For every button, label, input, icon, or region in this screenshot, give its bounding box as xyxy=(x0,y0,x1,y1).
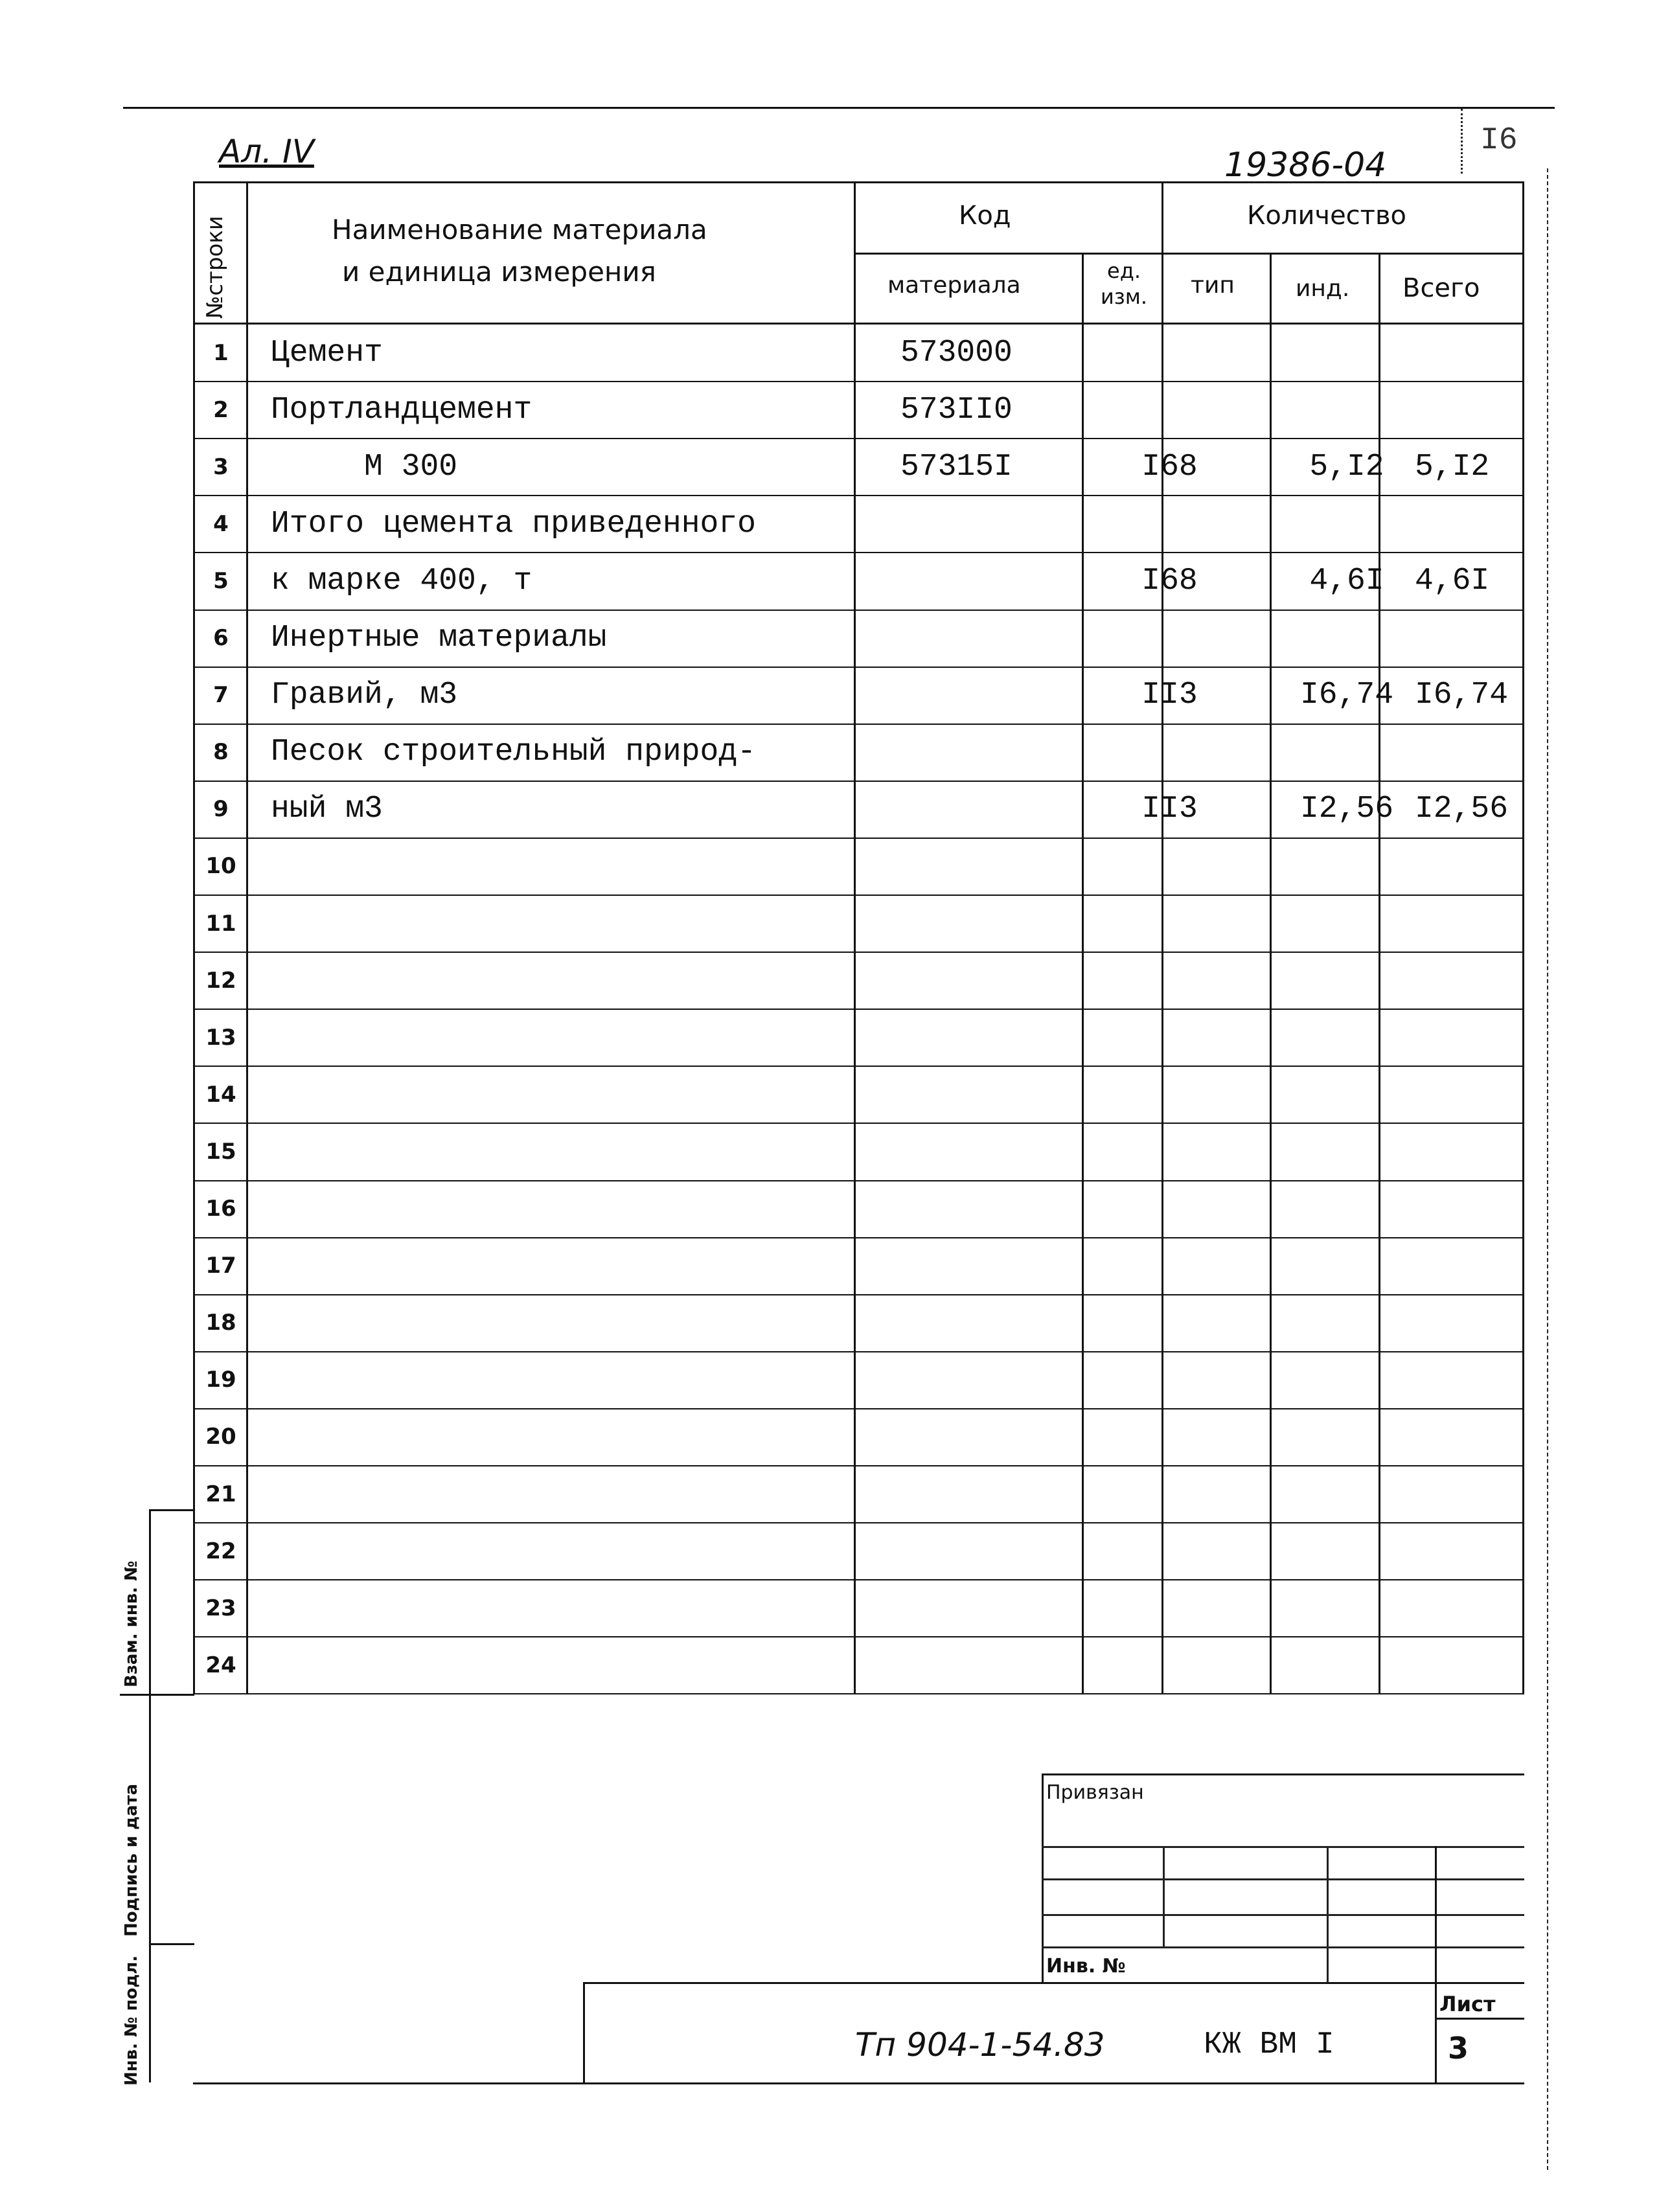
quantity-ind-cell: I2,56 xyxy=(1299,792,1394,827)
table-row xyxy=(194,495,1542,553)
unit-code-cell: I68 xyxy=(1141,563,1198,599)
unit-code-cell xyxy=(1113,610,1226,667)
quantity-total-cell xyxy=(1407,895,1544,952)
quantity-total-cell xyxy=(1407,1123,1544,1180)
document-designation: Тп 904-1-54.83 xyxy=(855,2026,1105,2064)
row-number: 15 xyxy=(205,1138,236,1165)
quantity-total-cell xyxy=(1407,1009,1544,1066)
unit-code-cell xyxy=(1113,1294,1226,1352)
stamp-left-border xyxy=(149,1509,151,2082)
sheet-label: Лист xyxy=(1439,1992,1496,2016)
row-number: 17 xyxy=(205,1253,236,1279)
row-number: 1 xyxy=(213,339,229,366)
table-row xyxy=(194,724,1542,781)
table-row xyxy=(194,381,1542,439)
binding-col-3 xyxy=(1435,1846,1437,2082)
stamp-top-line xyxy=(149,1509,194,1511)
top-rule xyxy=(123,107,1555,109)
binding-col-2 xyxy=(1327,1846,1329,1982)
table-row xyxy=(194,438,1542,496)
quantity-total-cell xyxy=(1407,1180,1544,1238)
frame-bottom-line xyxy=(193,2082,1524,2084)
header-top-line xyxy=(193,181,1524,183)
quantity-total-cell xyxy=(1407,610,1544,667)
unit-code-cell xyxy=(1113,1408,1226,1466)
col-qty-total-header: Всего xyxy=(1402,273,1480,303)
quantity-ind-cell xyxy=(1292,1180,1401,1238)
quantity-ind-cell xyxy=(1292,1066,1401,1123)
table-row xyxy=(194,1066,1542,1123)
table-row xyxy=(194,895,1542,952)
unit-code-cell xyxy=(1113,1522,1226,1580)
row-number: 24 xyxy=(205,1652,236,1678)
table-row xyxy=(194,610,1542,667)
unit-code-cell: II3 xyxy=(1141,678,1198,713)
quantity-ind-cell xyxy=(1292,324,1401,382)
top-right-tick xyxy=(1461,109,1463,174)
quantity-total-cell xyxy=(1407,381,1544,439)
table-row xyxy=(194,838,1542,895)
binding-box-left xyxy=(1042,1773,1044,1982)
table-row xyxy=(194,1294,1542,1352)
material-name-cell: Цемент xyxy=(271,335,383,371)
quantity-total-cell: I6,74 xyxy=(1415,678,1509,713)
quantity-total-cell xyxy=(1407,952,1544,1009)
unit-code-cell: II3 xyxy=(1141,792,1198,827)
drawing-mark: КЖ ВМ I xyxy=(1204,2027,1334,2062)
stamp-label-original-inv: Инв. № подл. xyxy=(122,1955,141,2086)
unit-code-cell xyxy=(1113,1237,1226,1295)
quantity-ind-cell xyxy=(1292,1351,1401,1409)
table-row xyxy=(194,1579,1542,1637)
row-number: 2 xyxy=(213,396,229,423)
quantity-ind-cell xyxy=(1292,952,1401,1009)
unit-code-cell xyxy=(1113,838,1226,895)
row-number: 10 xyxy=(205,853,236,880)
row-number: 3 xyxy=(213,453,229,480)
sheet-label-line xyxy=(1435,2018,1524,2020)
quantity-ind-cell xyxy=(1292,1465,1401,1523)
quantity-total-cell xyxy=(1407,1351,1544,1409)
quantity-total-cell: 5,I2 xyxy=(1415,449,1490,485)
quantity-total-cell: 4,6I xyxy=(1415,563,1490,599)
row-number: 4 xyxy=(213,510,229,537)
header-sub-line xyxy=(854,253,1524,255)
unit-code-cell xyxy=(1113,324,1226,382)
material-name-cell: ный м3 xyxy=(271,792,383,827)
row-number: 21 xyxy=(205,1481,236,1507)
table-row xyxy=(194,1009,1542,1066)
unit-code-cell xyxy=(1113,724,1226,781)
unit-code-cell xyxy=(1113,1579,1226,1637)
col-qty-ind-header: инд. xyxy=(1296,275,1350,302)
row-number: 8 xyxy=(213,739,229,766)
title-block-left xyxy=(583,1982,585,2082)
table-row xyxy=(194,324,1542,382)
binding-line-3 xyxy=(1042,1914,1524,1916)
album-label: Ал. IV xyxy=(219,133,314,170)
stamp-label-replacement-inv: Взам. инв. № xyxy=(122,1560,141,1687)
unit-code-cell xyxy=(1113,1636,1226,1694)
row-number: 14 xyxy=(205,1081,236,1108)
row-number: 16 xyxy=(205,1196,236,1222)
binding-line-2 xyxy=(1042,1878,1524,1880)
quantity-ind-cell xyxy=(1292,1294,1401,1352)
quantity-ind-cell xyxy=(1292,1636,1401,1694)
quantity-ind-cell xyxy=(1292,724,1401,781)
stamp-divider-2 xyxy=(149,1943,194,1945)
unit-code-cell xyxy=(1113,895,1226,952)
unit-code-cell xyxy=(1113,1009,1226,1066)
col-rownum-header: №строки xyxy=(202,216,228,319)
unit-code-cell xyxy=(1113,952,1226,1009)
unit-code-cell xyxy=(1113,1123,1226,1180)
row-number: 19 xyxy=(205,1367,236,1393)
quantity-ind-cell xyxy=(1292,838,1401,895)
quantity-ind-cell xyxy=(1292,495,1401,553)
row-divider xyxy=(193,1693,1524,1694)
material-code-cell: 573000 xyxy=(900,335,1013,371)
page-number: I6 xyxy=(1480,123,1518,158)
material-code-cell: 573II0 xyxy=(900,392,1013,428)
table-row xyxy=(194,1123,1542,1180)
quantity-total-cell xyxy=(1407,1522,1544,1580)
col-name-header-line2: и единица измерения xyxy=(342,256,656,288)
material-name-cell: Портландцемент xyxy=(271,392,532,428)
material-name-cell: М 300 xyxy=(271,449,458,485)
col-qty-type-header: тип xyxy=(1191,272,1235,299)
row-number: 5 xyxy=(213,567,229,594)
binding-box-top xyxy=(1042,1773,1524,1775)
row-number: 20 xyxy=(205,1424,236,1450)
unit-code-cell xyxy=(1113,1465,1226,1523)
table-row xyxy=(194,1465,1542,1523)
quantity-total-cell xyxy=(1407,1465,1544,1523)
sheet-number: 3 xyxy=(1448,2031,1469,2066)
table-row xyxy=(194,952,1542,1009)
col-code-header: Код xyxy=(959,201,1011,231)
table-row xyxy=(194,1180,1542,1238)
right-edge-mark xyxy=(1547,168,1548,2170)
quantity-total-cell xyxy=(1407,1294,1544,1352)
table-row xyxy=(194,1351,1542,1409)
quantity-ind-cell: 5,I2 xyxy=(1309,449,1384,485)
material-code-cell: 57315I xyxy=(900,449,1013,485)
quantity-total-cell xyxy=(1407,1408,1544,1466)
binding-col-1 xyxy=(1163,1846,1165,1946)
table-row xyxy=(194,1408,1542,1466)
quantity-total-cell xyxy=(1407,1237,1544,1295)
quantity-ind-cell: 4,6I xyxy=(1309,563,1384,599)
row-number: 7 xyxy=(213,682,229,709)
table-row xyxy=(194,1237,1542,1295)
quantity-ind-cell xyxy=(1292,1237,1401,1295)
quantity-total-cell: I2,56 xyxy=(1415,792,1509,827)
quantity-total-cell xyxy=(1407,324,1544,382)
stamp-divider-1 xyxy=(120,1694,194,1696)
material-name-cell: Песок строительный природ- xyxy=(271,735,756,770)
table-row xyxy=(194,667,1542,724)
quantity-ind-cell xyxy=(1292,1009,1401,1066)
table-row xyxy=(194,1522,1542,1580)
row-number: 18 xyxy=(205,1310,236,1336)
table-row xyxy=(194,1636,1542,1694)
unit-code-cell xyxy=(1113,495,1226,553)
row-number: 13 xyxy=(205,1024,236,1051)
row-number: 9 xyxy=(213,796,229,823)
row-number: 6 xyxy=(213,625,229,651)
quantity-total-cell xyxy=(1407,1636,1544,1694)
material-name-cell: Инертные материалы xyxy=(271,621,607,656)
col-code-material-header: материала xyxy=(887,272,1021,299)
row-number: 11 xyxy=(205,910,236,937)
unit-code-cell xyxy=(1113,1180,1226,1238)
row-number: 22 xyxy=(205,1538,236,1564)
quantity-total-cell xyxy=(1407,1579,1544,1637)
quantity-ind-cell xyxy=(1292,1579,1401,1637)
inv-number-label: Инв. № xyxy=(1046,1955,1126,1978)
quantity-total-cell xyxy=(1407,495,1544,553)
quantity-ind-cell xyxy=(1292,1408,1401,1466)
table-row xyxy=(194,781,1542,838)
quantity-ind-cell xyxy=(1292,381,1401,439)
material-name-cell: Гравий, м3 xyxy=(271,678,458,713)
stamp-label-signature-date: Подпись и дата xyxy=(122,1783,141,1937)
quantity-ind-cell xyxy=(1292,895,1401,952)
quantity-ind-cell xyxy=(1292,1522,1401,1580)
quantity-ind-cell: I6,74 xyxy=(1299,678,1394,713)
row-number: 23 xyxy=(205,1595,236,1621)
col-qty-header: Количество xyxy=(1247,201,1407,231)
bound-label: Привязан xyxy=(1046,1781,1144,1804)
material-name-cell: к марке 400, т xyxy=(271,563,532,599)
quantity-ind-cell xyxy=(1292,1123,1401,1180)
binding-line-4 xyxy=(1042,1946,1524,1948)
material-name-cell: Итого цемента приведенного xyxy=(271,506,756,542)
quantity-ind-cell xyxy=(1292,610,1401,667)
row-number: 12 xyxy=(205,967,236,994)
unit-code-cell xyxy=(1113,1066,1226,1123)
binding-line-1 xyxy=(1042,1846,1524,1848)
unit-code-cell xyxy=(1113,381,1226,439)
quantity-total-cell xyxy=(1407,724,1544,781)
quantity-total-cell xyxy=(1407,838,1544,895)
document-number: 19386-04 xyxy=(1224,146,1387,185)
unit-code-cell: I68 xyxy=(1141,449,1198,485)
col-code-unit-header: ед. изм. xyxy=(1100,258,1148,309)
col-name-header-line1: Наименование материала xyxy=(332,214,707,245)
title-block-top xyxy=(583,1982,1524,1984)
unit-code-cell xyxy=(1113,1351,1226,1409)
quantity-total-cell xyxy=(1407,1066,1544,1123)
table-row xyxy=(194,552,1542,610)
